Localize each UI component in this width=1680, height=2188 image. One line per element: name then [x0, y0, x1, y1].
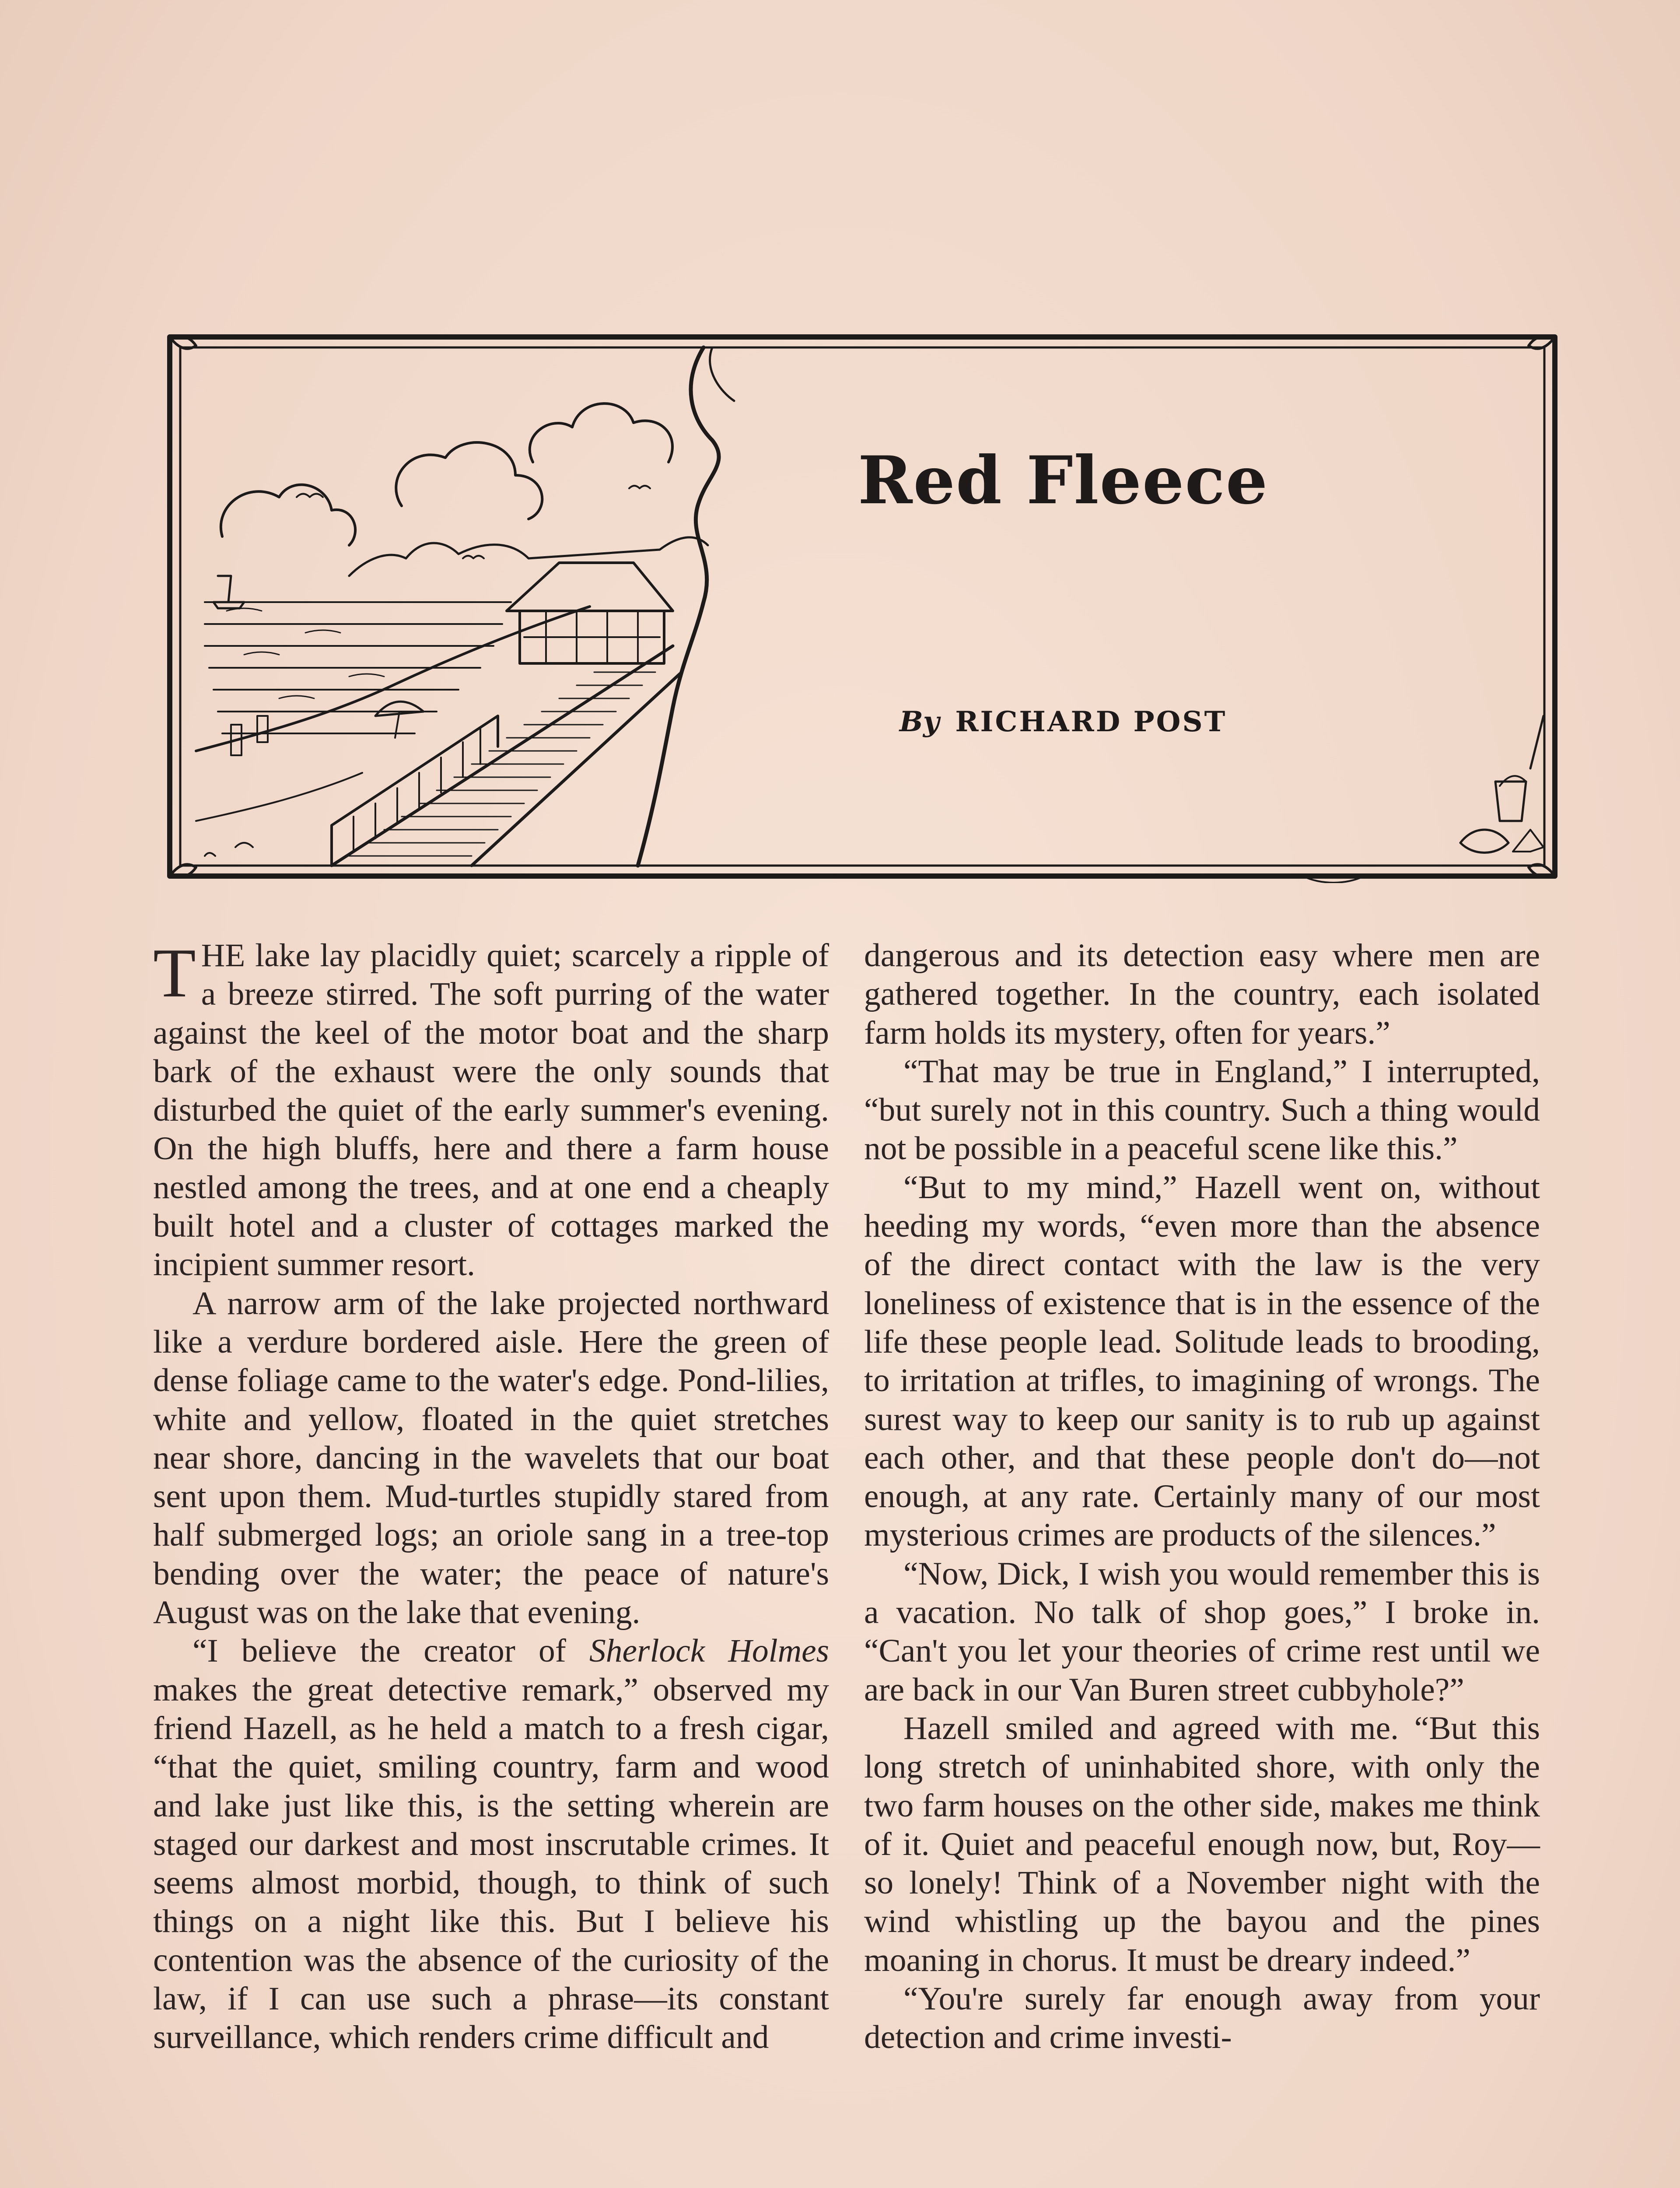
paragraph: “Now, Dick, I wish you would remember this is a vacation. No talk of shop goes,” I broke in. “Can't you let your theories of crime rest until we are back in our Van Buren street cubbyhole?”: [864, 1555, 1540, 1708]
paragraph: A narrow arm of the lake projected northward like a verdure bordered aisle. Here the green of dense foliage came to the water's edge. Pond-lilies, white and yellow, floated in the quiet stretches near shore, dancing in the wavelets that our boat sent upon them. Mud-turtles stupidly stared from half submerged logs; an oriole sang in a tree-top bending over the water; the peace of nature's August was on the lake that evening.: [153, 1285, 829, 1631]
paragraph: “I believe the creator of Sherlock Holmes makes the great detective remark,” observed my friend Hazell, as he held a match to a fresh cigar, “that the quiet, smiling country, farm and wood and lake just like this, is the setting wherein are staged our darkest and most inscrutable crimes. It seems almost morbid, though, to think of such things on a night like this. But I believe his contention was the absence of the curiosity of the law, if I can use such a phrase—its constant surveillance, which renders crime difficult and: [153, 1633, 829, 2056]
byline-author: RICHARD POST: [955, 705, 1227, 738]
story-byline: [752, 705, 1374, 738]
paragraph: THE lake lay placidly quiet; scarcely a ripple of a breeze stirred. The soft purring of the water against the keel of the motor boat and the sharp bark of the exhaust were the only sounds that disturbed the quiet of the early summer's evening. On the high bluffs, here and there a farm house nestled among the trees, and at one end a cheaply built hotel and a cluster of cottages marked the incipient summer resort.: [153, 934, 829, 1283]
lake-shore-boardwalk-illustration: [165, 331, 1561, 883]
byline-prefix: By: [899, 705, 940, 738]
text-column-left: [153, 936, 829, 2057]
drop-cap: T: [153, 934, 196, 1012]
italic-title: Sherlock Holmes: [589, 1633, 829, 1669]
title-banner: [165, 331, 1561, 883]
paragraph: dangerous and its detection easy where men are gathered together. In the country, each isolated farm holds its mystery, often for years.”: [864, 937, 1540, 1051]
text-column-right: [864, 936, 1540, 2057]
paragraph: “You're surely far enough away from your detection and crime investi-: [864, 1981, 1540, 2056]
story-title: Red Fleece: [858, 442, 1269, 519]
paragraph: “But to my mind,” Hazell went on, without heeding my words, “even more than the absence of the direct contact with the law is the very loneliness of existence that is in the essence of the life these people lead. Solitude leads to brooding, to irritation at trifles, to imagining of wrongs. The surest way to keep our sanity is to rub up against each other, and that these people don't do—not enough, at any rate. Certainly many of our most mysterious crimes are products of the silences.”: [864, 1169, 1540, 1553]
paragraph: Hazell smiled and agreed with me. “But this long stretch of uninhabited shore, with only the two farm houses on the other side, makes me think of it. Quiet and peaceful enough now, but, Roy—so lonely! Think of a November night with the wind whistling up the bayou and the pines moaning in chorus. It must be dreary indeed.”: [864, 1710, 1540, 1978]
paragraph: “That may be true in England,” I interrupted, “but surely not in this country. Such a thing would not be possible in a peaceful scene like this.”: [864, 1053, 1540, 1167]
